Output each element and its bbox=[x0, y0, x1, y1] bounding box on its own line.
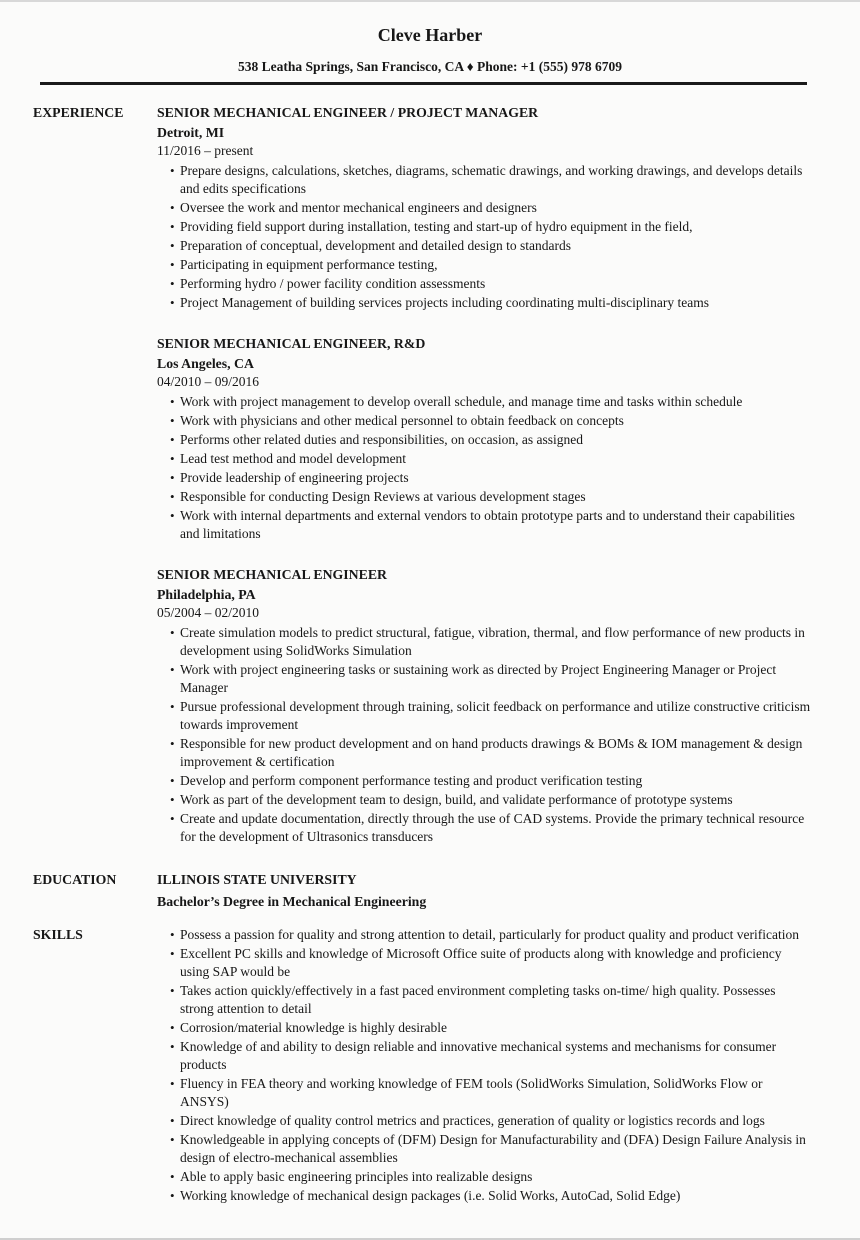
bullet-item: • Project Management of building services projects including coordinating multi-disciplinary teams bbox=[170, 294, 812, 312]
bullet-item: • Create and update documentation, directly through the use of CAD systems. Provide the primary technical resource for the development of Ultrasonics transducers bbox=[170, 810, 812, 846]
school-name: ILLINOIS STATE UNIVERSITY bbox=[157, 872, 357, 887]
bullet-item: • Lead test method and model development bbox=[170, 450, 812, 468]
job-bullet-list bbox=[157, 624, 812, 846]
bullet-item: • Excellent PC skills and knowledge of Microsoft Office suite of products along with knowledge and proficiency using SAP would be bbox=[170, 945, 812, 981]
section-label-experience: EXPERIENCE bbox=[33, 105, 124, 120]
job-entry-3 bbox=[157, 566, 812, 846]
bullet-item: • Providing field support during installation, testing and start-up of hydro equipment in the field, bbox=[170, 218, 812, 236]
section-education bbox=[0, 871, 860, 910]
bullet-item: • Work with internal departments and external vendors to obtain prototype parts and to understand their capabilities and limitations bbox=[170, 507, 812, 543]
bullet-item: • Participating in equipment performance testing, bbox=[170, 256, 812, 274]
bullet-item: • Direct knowledge of quality control metrics and practices, generation of quality or logistics records and logs bbox=[170, 1112, 812, 1130]
bullet-item: • Knowledge of and ability to design reliable and innovative mechanical systems and mechanisms for consumer products bbox=[170, 1038, 812, 1074]
header-rule bbox=[40, 82, 807, 85]
bullet-item: • Knowledgeable in applying concepts of (DFM) Design for Manufacturability and (DFA) Design Failure Analysis in design of electro-mechanical assemblies bbox=[170, 1131, 812, 1167]
degree-name: Bachelor’s Degree in Mechanical Engineering bbox=[157, 894, 427, 909]
bullet-item: • Provide leadership of engineering projects bbox=[170, 469, 812, 487]
skills-content bbox=[157, 926, 812, 1206]
job-location: Los Angeles, CA bbox=[157, 356, 254, 371]
education-content bbox=[157, 871, 812, 910]
job-bullet-list bbox=[157, 393, 812, 543]
job-location: Detroit, MI bbox=[157, 125, 225, 140]
resume-body bbox=[0, 104, 860, 1206]
bullet-item: • Work as part of the development team to design, build, and validate performance of prototype systems bbox=[170, 791, 812, 809]
bullet-item: • Prepare designs, calculations, sketches, diagrams, schematic drawings, and working drawings, and develops details and edits specifications bbox=[170, 162, 812, 198]
bullet-item: • Working knowledge of mechanical design packages (i.e. Solid Works, AutoCad, Solid Edge) bbox=[170, 1187, 812, 1205]
bullet-item: • Work with project management to develop overall schedule, and manage time and tasks within schedule bbox=[170, 393, 812, 411]
bullet-item: • Develop and perform component performance testing and product verification testing bbox=[170, 772, 812, 790]
bullet-item: • Performing hydro / power facility condition assessments bbox=[170, 275, 812, 293]
bullet-item: • Create simulation models to predict structural, fatigue, vibration, thermal, and flow performance of new products in development using SolidWorks Simulation bbox=[170, 624, 812, 660]
contact-line: 538 Leatha Springs, San Francisco, CA ♦ Phone: +1 (555) 978 6709 bbox=[238, 59, 622, 74]
bullet-item: • Work with physicians and other medical personnel to obtain feedback on concepts bbox=[170, 412, 812, 430]
bullet-item: • Responsible for new product development and on hand products drawings & BOMs & IOM management & design improvement & certification bbox=[170, 735, 812, 771]
resume-header bbox=[0, 0, 860, 85]
section-experience bbox=[0, 104, 860, 847]
job-entry-1 bbox=[157, 104, 812, 312]
bullet-item: • Corrosion/material knowledge is highly desirable bbox=[170, 1019, 812, 1037]
bullet-item: • Possess a passion for quality and strong attention to detail, particularly for product quality and product verification bbox=[170, 926, 812, 944]
experience-content bbox=[157, 104, 812, 847]
bullet-item: • Work with project engineering tasks or sustaining work as directed by Project Engineering Manager or Project Manager bbox=[170, 661, 812, 697]
job-location: Philadelphia, PA bbox=[157, 587, 256, 602]
job-title: SENIOR MECHANICAL ENGINEER / PROJECT MANAGER bbox=[157, 105, 539, 120]
candidate-name: Cleve Harber bbox=[377, 25, 483, 45]
job-dates: 04/2010 – 09/2016 bbox=[157, 374, 260, 389]
bullet-item: • Able to apply basic engineering principles into realizable designs bbox=[170, 1168, 812, 1186]
bullet-item: • Oversee the work and mentor mechanical engineers and designers bbox=[170, 199, 812, 217]
section-label-skills: SKILLS bbox=[33, 927, 83, 942]
section-skills bbox=[0, 926, 860, 1206]
job-title: SENIOR MECHANICAL ENGINEER bbox=[157, 567, 387, 582]
skills-bullet-list bbox=[157, 926, 812, 1205]
bullet-item: • Preparation of conceptual, development and detailed design to standards bbox=[170, 237, 812, 255]
job-bullet-list bbox=[157, 162, 812, 312]
bullet-item: • Performs other related duties and responsibilities, on occasion, as assigned bbox=[170, 431, 812, 449]
section-label-education: EDUCATION bbox=[33, 872, 117, 887]
page-top-edge bbox=[0, 0, 860, 2]
job-dates: 05/2004 – 02/2010 bbox=[157, 605, 260, 620]
bullet-item: • Fluency in FEA theory and working knowledge of FEM tools (SolidWorks Simulation, SolidWorks Flow or ANSYS) bbox=[170, 1075, 812, 1111]
bullet-item: • Takes action quickly/effectively in a fast paced environment completing tasks on-time/ high quality. Possesses strong attention to detail bbox=[170, 982, 812, 1018]
job-entry-2 bbox=[157, 335, 812, 543]
bullet-item: • Responsible for conducting Design Reviews at various development stages bbox=[170, 488, 812, 506]
job-title: SENIOR MECHANICAL ENGINEER, R&D bbox=[157, 336, 426, 351]
bullet-item: • Pursue professional development through training, solicit feedback on performance and utilize constructive criticism towards improvement bbox=[170, 698, 812, 734]
job-dates: 11/2016 – present bbox=[157, 143, 254, 158]
